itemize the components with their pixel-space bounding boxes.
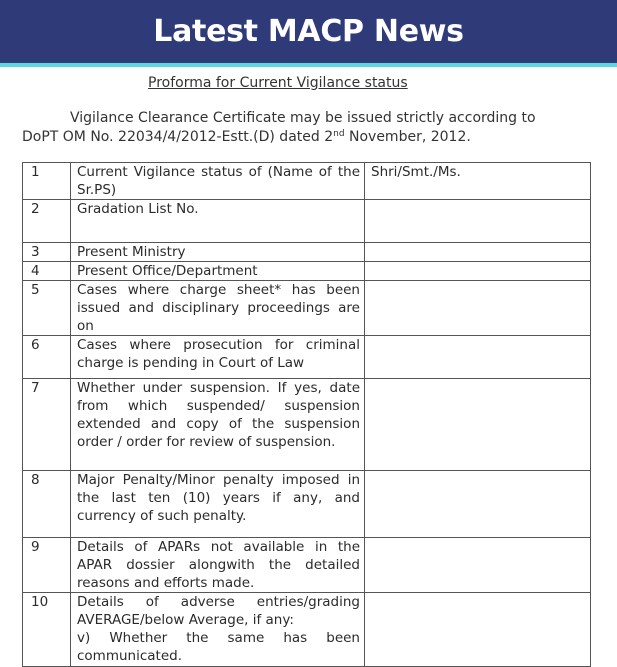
row-number: 9 xyxy=(23,538,71,593)
row-value xyxy=(365,471,591,538)
row-value xyxy=(365,243,591,262)
intro-line-1: Vigilance Clearance Certificate may be issued strictly according to xyxy=(70,110,536,126)
row-value xyxy=(365,200,591,243)
row-description: Gradation List No. xyxy=(71,200,365,243)
table-row xyxy=(23,336,591,379)
row-description: Cases where prosecution for criminal charge is pending in Court of Law xyxy=(71,336,365,379)
row-number: 1 xyxy=(23,163,71,200)
row-sub-item: v) Whether the same has been communicated. xyxy=(77,630,360,664)
table-row xyxy=(23,538,591,593)
row-number: 5 xyxy=(23,281,71,336)
row-description xyxy=(71,593,365,667)
row-number: 3 xyxy=(23,243,71,262)
row-description: Cases where charge sheet* has been issued and disciplinary proceedings are on xyxy=(71,281,365,336)
row-description: Whether under suspension. If yes, date from which suspended/ suspension extended and copy of the suspension order / order for review of suspension. xyxy=(71,379,365,471)
row-value xyxy=(365,379,591,471)
row-number: 7 xyxy=(23,379,71,471)
row-description-text: Details of adverse entries/grading AVERAGE/below Average, if any: xyxy=(77,594,360,628)
row-number: 4 xyxy=(23,262,71,281)
table-row xyxy=(23,262,591,281)
table-row xyxy=(23,243,591,262)
table-row xyxy=(23,379,591,471)
vigilance-status-table xyxy=(22,162,591,667)
table-row xyxy=(23,471,591,538)
table-row xyxy=(23,200,591,243)
row-description: Current Vigilance status of (Name of the Sr.PS) xyxy=(71,163,365,200)
row-description: Present Office/Department xyxy=(71,262,365,281)
row-number: 2 xyxy=(23,200,71,243)
row-description: Details of APARs not available in the APAR dossier alongwith the detailed reasons and efforts made. xyxy=(71,538,365,593)
site-title: Latest MACP News xyxy=(153,14,464,49)
intro-line-2 xyxy=(22,129,592,145)
row-number: 10 xyxy=(23,593,71,667)
proforma-title: Proforma for Current Vigilance status xyxy=(148,75,408,91)
row-value xyxy=(365,281,591,336)
row-value xyxy=(365,336,591,379)
row-number: 6 xyxy=(23,336,71,379)
table-row xyxy=(23,593,591,667)
row-value xyxy=(365,538,591,593)
row-value xyxy=(365,262,591,281)
row-number: 8 xyxy=(23,471,71,538)
row-description: Present Ministry xyxy=(71,243,365,262)
intro-line-2-text: DoPT OM No. 22034/4/2012-Estt.(D) dated 2 xyxy=(22,129,334,145)
intro-date-suffix: nd xyxy=(333,129,345,139)
site-banner xyxy=(0,0,617,67)
table-row xyxy=(23,281,591,336)
row-description: Major Penalty/Minor penalty imposed in the last ten (10) years if any, and currency of such penalty. xyxy=(71,471,365,538)
row-value: Shri/Smt./Ms. xyxy=(365,163,591,200)
table-row xyxy=(23,163,591,200)
intro-line-2-end: November, 2012. xyxy=(344,129,471,145)
row-value xyxy=(365,593,591,667)
